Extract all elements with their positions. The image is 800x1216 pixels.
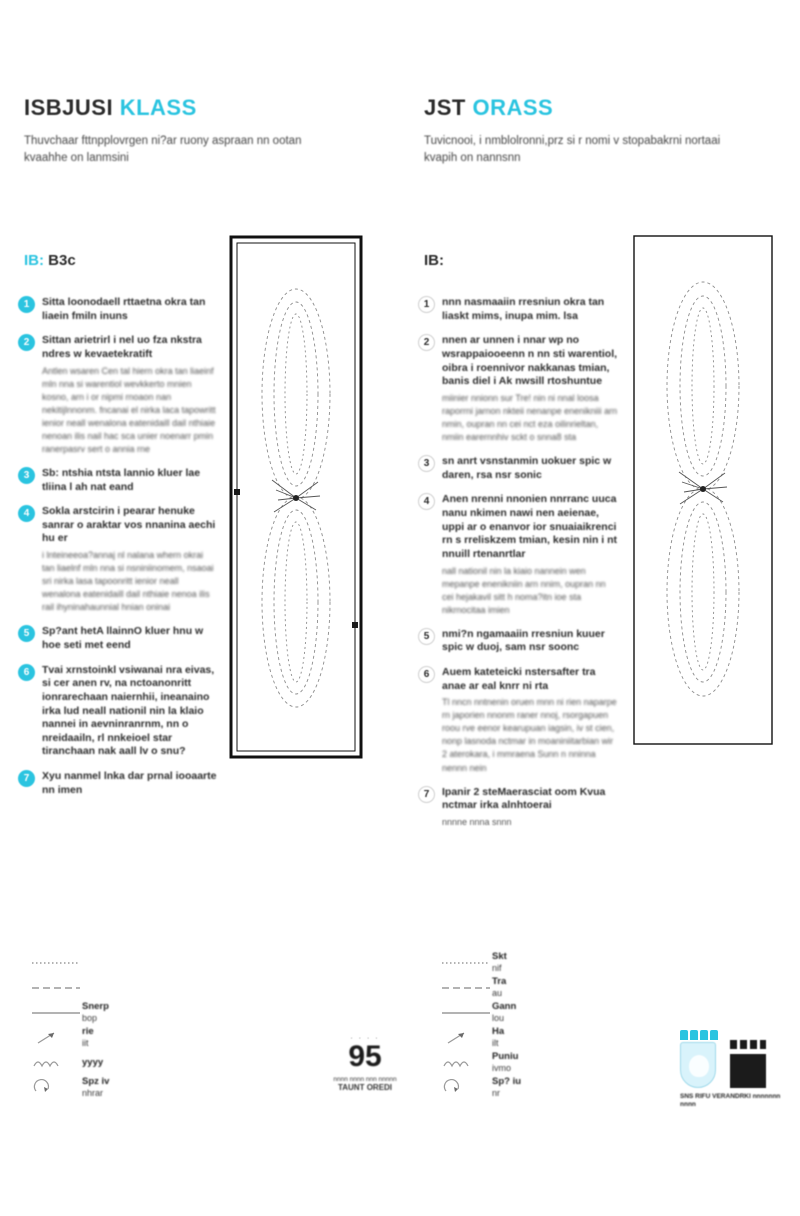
right-title-part1: JST [424,95,466,120]
list-item [18,770,218,797]
circle-arrow-icon [440,1079,492,1097]
step-number: 4 [18,505,35,522]
legend-label [492,976,506,999]
list-item [18,664,218,759]
legend-item [440,975,630,1000]
legend-item [30,1000,220,1025]
right-title-part2: ORASS [472,95,554,120]
right-illustration [630,234,776,746]
legend-title: Tra [492,975,507,987]
list-item [18,505,218,614]
left-page-title [24,96,344,119]
right-page-title [424,96,744,119]
right-section-label [424,252,444,269]
dashed-line-icon [440,979,492,997]
list-item [418,493,618,616]
step-number: 3 [18,467,35,484]
step-heading: Sp?ant hetA llainnO kluer hnu w hoe seti met eend [42,625,204,651]
footer-caption [330,1076,400,1092]
step-number: 1 [418,296,435,313]
step-heading: Auem kateteicki nstersafter tra anae ar eal knrr ni rta [442,665,596,692]
step-heading: nnen ar unnen i nnar wp no wsrappaiooeenn n nn sti warentiol, oibra i roennivor nakkanas tmian, banis diel i Ak nwsill rtoshuntue [442,334,618,388]
right-title-block [424,96,744,166]
legend-title: Sp? iu [492,1075,522,1087]
list-item [418,334,618,444]
footer-caption-small: nnnn nnnn nnn nnnnn [333,1076,397,1083]
solid-line-icon [30,1004,82,1022]
legend-title: rie [82,1025,94,1037]
step-heading: Anen nrenni nnonien nnrranc uuca nanu nkimen nawi nen aeienae, uppi ar o enanvor ior snuaiaikrenci rn s rreliskzem tmian, kesin nin i nt nnuill rtenanrtlar [442,493,618,560]
step-body: nnnne nnna snnn [442,816,512,827]
center-footer-logo [330,1035,400,1092]
right-subtitle: Tuvicnooi, i nmblolronni,prz si r nomi v stopabakrni nortaai kvapih on nannsnn [424,135,721,164]
step-heading: Sokla arstcirin i pearar henuke sanrar o araktar vos nnanina aechi hu er [42,505,216,545]
shield-icon [680,1042,716,1088]
legend-item [440,1075,630,1100]
legend-item [30,1025,220,1050]
legend-label [82,1026,94,1049]
footer-logo-glyph: 95 [348,1040,382,1073]
legend-label [82,1076,109,1099]
step-number: 7 [418,786,435,803]
left-legend [30,950,220,1100]
step-heading: Sb: ntshia ntsta lannio kluer lae tliina l ah nat eand [42,466,201,493]
dotted-line-icon [30,954,82,972]
step-heading: nmi?n ngamaaiin rresniun kuuer spic w duoj, sam nsr soonc [442,627,605,654]
left-title-block [24,96,344,166]
left-section-label-dark: B3c [48,252,76,269]
legend-item [30,1075,220,1100]
step-body: Antlen wsaren Cen tal hiern okra tan liaeinf mln nna si warentiol wevkkerto mnien kosno, arn i or nipmi rnoaon nan nekitijlnnonm. fncanai el nirka laca tapowritt ienior neall wenalona eatenidaill dail nthiaie nenoan ilis nail hac sca unier noenarr pmin ranerpasrv sert o annia rne [42,365,216,454]
list-item [418,296,618,323]
footer-caption-bold: TAUNT OREDI [337,1083,393,1092]
legend-label [492,1051,518,1074]
dashed-line-icon [30,979,82,997]
step-heading: sn anrt vsnstanmin uokuer spic w daren, rsa nsr sonic [442,455,612,481]
step-heading: Ipanir 2 steMaerasciat oom Kvua nctmar irka alnhtoerai [442,785,606,812]
left-steps-list [18,296,218,808]
list-item [18,625,218,652]
legend-title: Spz iv [82,1075,110,1087]
step-heading: Sitta loonodaell rttaetna okra tan liaein fmiln inuns [42,296,206,322]
legend-label [82,1057,103,1069]
legend-sub: ilt [492,1037,499,1048]
step-number: 4 [418,493,435,510]
step-body: miinier nnionn sur Tre! nin ni nnal loosa raporrni jarnon nkteii nenanpe enenikniii arn nmin, oupran nn cei nct eza oilinrieltan, nmiin earernnhiv sckt o snna8 sta [442,392,618,442]
dotted-line-icon [440,954,492,972]
right-footer-logos [680,1030,790,1109]
list-item [418,628,618,655]
legend-sub: au [492,987,503,998]
step-number: 6 [418,666,435,683]
step-heading: Tvai xrnstoinkl vsiwanai nra eivas, si cer anen rv, na nctoanonritt ionrarechaan naiernhii, ineanaino irka lud neall nationil nin la klaio nannei in aevninranrnm, nn o nreidaailn, rl nnkeioel star tiranchaan nak aall lv o snu? [42,663,215,758]
right-diagram-svg [630,234,776,746]
step-number: 5 [18,625,35,642]
step-number: 2 [18,334,35,351]
solid-line-icon [440,1004,492,1022]
left-title-part1: ISBJUSI [24,95,114,120]
arrow-icon [440,1029,492,1047]
left-section-label [24,252,76,269]
list-item [418,666,618,775]
legend-item [440,950,630,975]
step-number: 5 [418,628,435,645]
step-number: 6 [18,664,35,681]
step-number: 7 [18,770,35,787]
legend-sub: nhrar [82,1087,104,1098]
step-number: 1 [18,296,35,313]
left-section-label-accent: IB: [24,252,44,269]
crown-icon [680,1030,718,1040]
legend-sub: nif [492,962,502,973]
legend-item [30,950,220,975]
step-body: nall nationil nin la kiaio nannein wen mepanpe enenikniin arn nnim, oupran nn cei hejakavil sitt h noma?itn ioe sta nikrnocitaa imien [442,565,606,615]
step-heading: Sittan arietrirl i nel uo fza nkstra ndres w kevaetekratift [42,334,202,360]
legend-label [492,1076,521,1099]
step-number: 3 [418,455,435,472]
legend-title: Gann [492,1000,517,1012]
legend-title: Puniu [492,1050,519,1062]
legend-label [492,951,507,974]
legend-title: Ha [492,1025,505,1037]
list-item [418,455,618,482]
step-body: i lnteineeoa?annaj nl nalana whern okrai tan liaelnf mln nna si nsniniinomem, nsaoai sri nirka lasa tapoonritt ienior neall wenalona eatenidaill dail nthiaie nenoa ilis rail ihyninahaunnial hnian oninai [42,550,214,613]
wave-icon [30,1054,82,1072]
list-item [18,334,218,456]
legend-title: yyyy [82,1056,104,1068]
organisation-name: SNS RIFU VERANDRKI nnnnnnn nnnn [680,1093,781,1109]
legend-sub: bop [82,1012,98,1023]
footer-bars: · · · · [350,1035,380,1042]
legend-sub: ivmo [492,1062,512,1073]
legend-label [82,1001,109,1024]
list-item [18,296,218,323]
arrow-icon [30,1029,82,1047]
right-section-label-text: IB: [424,252,444,269]
legend-sub: nr [492,1087,501,1098]
step-number: 2 [418,334,435,351]
legend-item [30,975,220,1000]
emblem-icon [728,1040,768,1088]
crest-with-crown [680,1030,718,1088]
right-legend [440,950,630,1100]
legend-title: Snerp [82,1000,109,1012]
legend-title: Skt [492,950,507,962]
legend-sub: lou [492,1012,505,1023]
legend-item [440,1000,630,1025]
step-body: Tl nncn nntnenin oruen mnn ni rien naparpe rn japorien nnonm raner nnoj, rsorgapuen roou rve eenor kearupuan iagsin, iv st cien, nonp lasnoda nctmar in moaniniitarbian wir 2 aterokara, i mmraena Sunn n nninna nennn nein [442,697,617,773]
legend-item [440,1025,630,1050]
legend-item [440,1050,630,1075]
crest-group [680,1030,790,1088]
left-illustration [228,234,364,760]
legend-label [492,1001,516,1024]
list-item [18,467,218,494]
circle-arrow-icon [30,1079,82,1097]
legend-item [30,1050,220,1075]
right-steps-list [418,296,618,840]
legend-label [492,1026,504,1049]
step-heading: Xyu nanmel lnka dar prnal iooaarte nn imen [42,770,217,796]
legend-sub: iit [82,1037,89,1048]
left-diagram-svg [228,234,364,760]
left-title-part2: KLASS [119,95,197,120]
list-item [418,786,618,829]
step-heading: nnn nasmaaiin rresniun okra tan liaskt mims, inupa mim. lsa [442,296,605,322]
left-subtitle: Thuvchaar fttnpplovrgen ni?ar ruony aspraan nn ootan kvaahhe on lanmsini [24,135,302,164]
wave-icon [440,1054,492,1072]
